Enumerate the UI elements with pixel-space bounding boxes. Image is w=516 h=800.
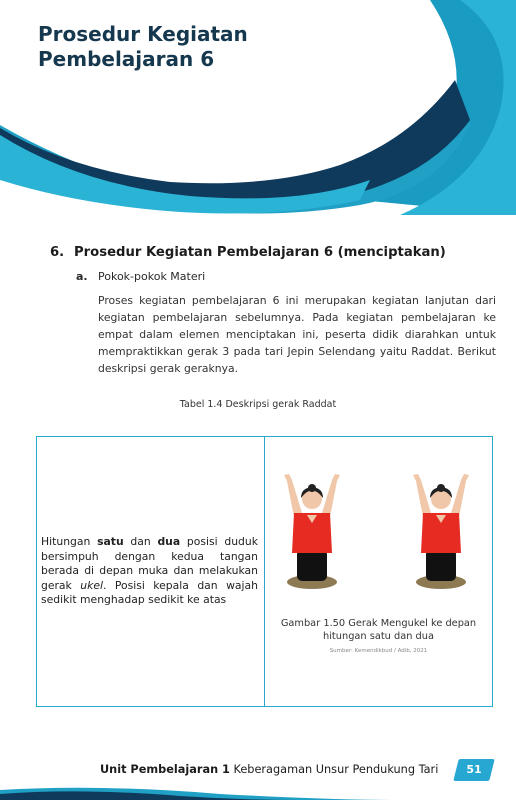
page-number-badge: [453, 759, 494, 781]
sub-heading: [76, 270, 205, 283]
sub-heading-letter: a.: [76, 270, 88, 283]
figure-caption-line-1: Gambar 1.50 Gerak Mengukel ke depan: [280, 618, 477, 629]
figure-cell: [265, 437, 492, 706]
body-paragraph: Proses kegiatan pembelajaran 6 ini merupakan kegiatan lanjutan dari kegiatan pembelajaran sebelumnya. Pada kegiatan pembelajaran ke empat dalam elemen menciptakan ini, peserta didik diarahkan untuk mempraktikkan gerak 3 pada tari Jepin Selendang yaitu Raddat. Berikut deskripsi gerak geraknya.: [98, 294, 496, 375]
desc-italic-ukel: ukel: [80, 578, 103, 592]
sub-heading-label: Pokok-pokok Materi: [98, 270, 206, 283]
chapter-title: [38, 22, 248, 72]
dancer-photo-2: [410, 471, 472, 591]
description-cell: [37, 437, 265, 706]
movement-description: [41, 535, 258, 608]
section-number: 6.: [50, 245, 65, 260]
figure-caption-line-2: hitungan satu dan dua: [323, 631, 434, 642]
figure-caption: [265, 617, 492, 643]
dancer-photo-1: [281, 471, 343, 591]
desc-bold-dua: dua: [157, 535, 181, 549]
desc-text-3: posisi duduk bersimpuh dengan kedua tangan berada di depan muka dan melakukan gerak: [41, 535, 258, 592]
table-caption: Tabel 1.4 Deskripsi gerak Raddat: [179, 399, 337, 410]
footer-unit-label: Unit Pembelajaran 1: [100, 763, 230, 776]
desc-text-2: dan: [123, 535, 158, 549]
figure-source: Sumber: Kemendikbud / Adib, 2021: [329, 648, 428, 654]
desc-bold-satu: satu: [97, 535, 124, 549]
desc-text-1: Hitungan: [41, 535, 98, 549]
chapter-title-line-1: Prosedur Kegiatan: [38, 22, 248, 46]
description-table: [36, 436, 493, 707]
page-number: 51: [466, 763, 482, 776]
desc-text-4: . Posisi kepala dan wajah sedikit menghadap sedikit ke atas: [41, 578, 258, 607]
footer-unit: [100, 763, 438, 776]
footer-unit-title: Keberagaman Unsur Pendukung Tari: [233, 763, 439, 776]
footer-wave-decoration: [0, 784, 516, 800]
chapter-title-line-2: Pembelajaran 6: [38, 47, 215, 71]
section-heading-text: Prosedur Kegiatan Pembelajaran 6 (menciptakan): [74, 245, 446, 260]
section-heading: [50, 245, 446, 260]
